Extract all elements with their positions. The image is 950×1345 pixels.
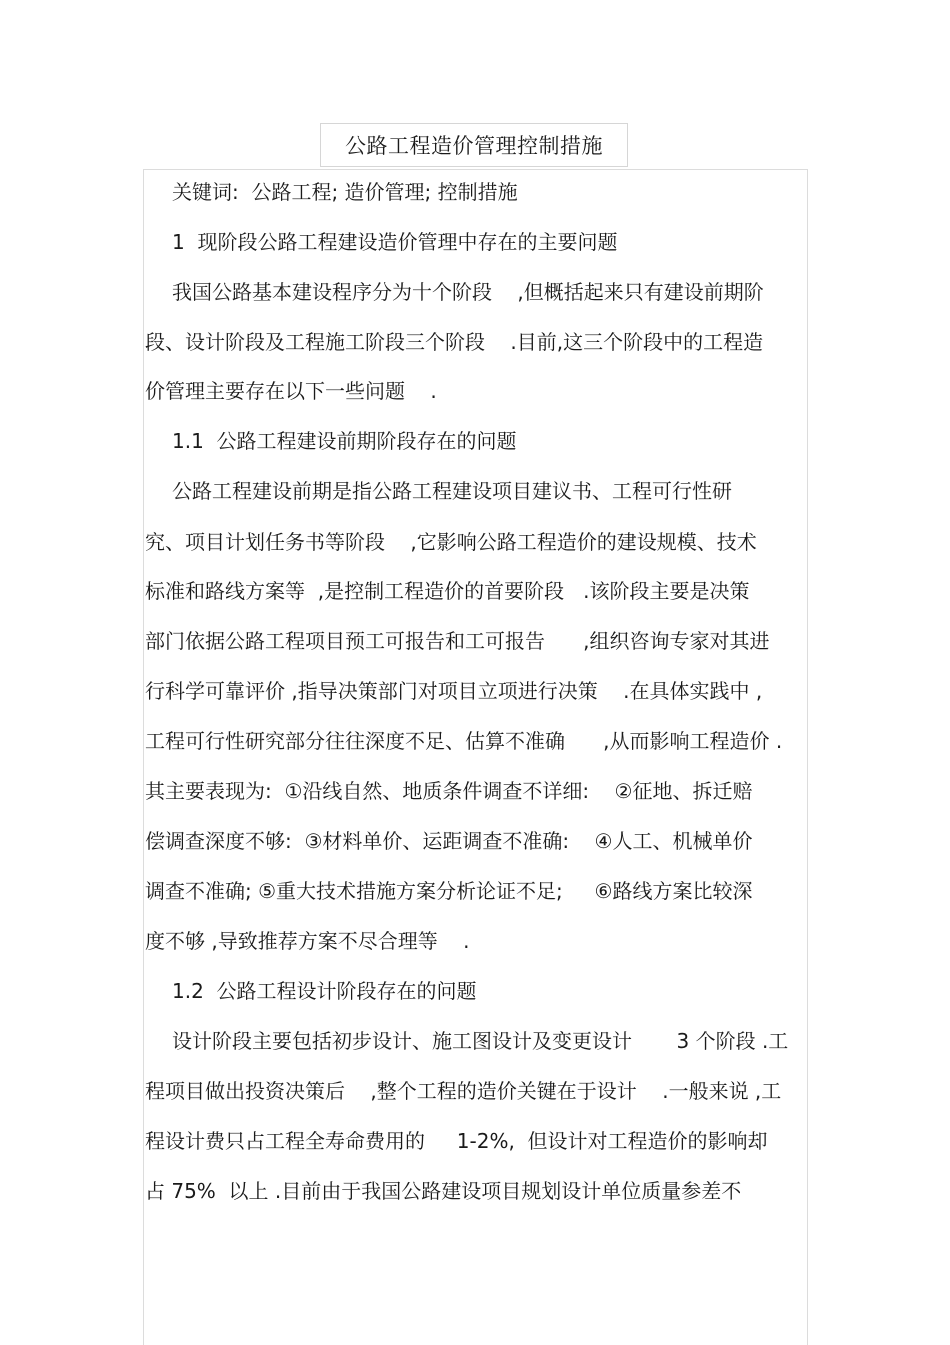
paragraph-line: 标准和路线方案等 ,是控制工程造价的首要阶段 .该阶段主要是决策 [145, 579, 750, 603]
section-heading-1-2: 1.2 公路工程设计阶段存在的问题 [172, 979, 477, 1003]
paragraph-line: 度不够 ,导致推荐方案不尽合理等 . [145, 929, 470, 953]
paragraph-line: 调查不准确; ⑤重大技术措施方案分析论证不足; ⑥路线方案比较深 [145, 879, 753, 903]
paragraph-line: 公路工程建设前期是指公路工程建设项目建议书、工程可行性研 [172, 479, 732, 503]
paragraph-line: 设计阶段主要包括初步设计、施工图设计及变更设计 3 个阶段 .工 [172, 1029, 789, 1053]
paragraph-line: 占 75% 以上 .目前由于我国公路建设项目规划设计单位质量参差不 [145, 1179, 742, 1203]
paragraph-line: 我国公路基本建设程序分为十个阶段 ,但概括起来只有建设前期阶 [172, 280, 764, 304]
keywords-line: 关键词: 公路工程; 造价管理; 控制措施 [172, 180, 518, 204]
paragraph-line: 价管理主要存在以下一些问题 . [145, 379, 437, 403]
paragraph-line: 段、设计阶段及工程施工阶段三个阶段 .目前,这三个阶段中的工程造 [145, 330, 764, 354]
paragraph-line: 工程可行性研究部分往往深度不足、估算不准确 ,从而影响工程造价 . [145, 729, 783, 753]
paragraph-line: 偿调查深度不够: ③材料单价、运距调查不准确: ④人工、机械单价 [145, 829, 753, 853]
section-heading-1-1: 1.1 公路工程建设前期阶段存在的问题 [172, 429, 517, 453]
paragraph-line: 其主要表现为: ①沿线自然、地质条件调查不详细: ②征地、拆迁赔 [145, 779, 753, 803]
section-heading-1: 1 现阶段公路工程建设造价管理中存在的主要问题 [172, 230, 618, 254]
paragraph-line: 部门依据公路工程项目预工可报告和工可报告 ,组织咨询专家对其进 [145, 629, 770, 653]
paragraph-line: 程设计费只占工程全寿命费用的 1-2%, 但设计对工程造价的影响却 [145, 1129, 768, 1153]
paragraph-line: 程项目做出投资决策后 ,整个工程的造价关键在于设计 .一般来说 ,工 [145, 1079, 782, 1103]
document-title: 公路工程造价管理控制措施 [320, 123, 628, 167]
paragraph-line: 行科学可靠评价 ,指导决策部门对项目立项进行决策 .在具体实践中 , [145, 679, 763, 703]
paragraph-line: 究、项目计划任务书等阶段 ,它影响公路工程造价的建设规模、技术 [145, 530, 757, 554]
